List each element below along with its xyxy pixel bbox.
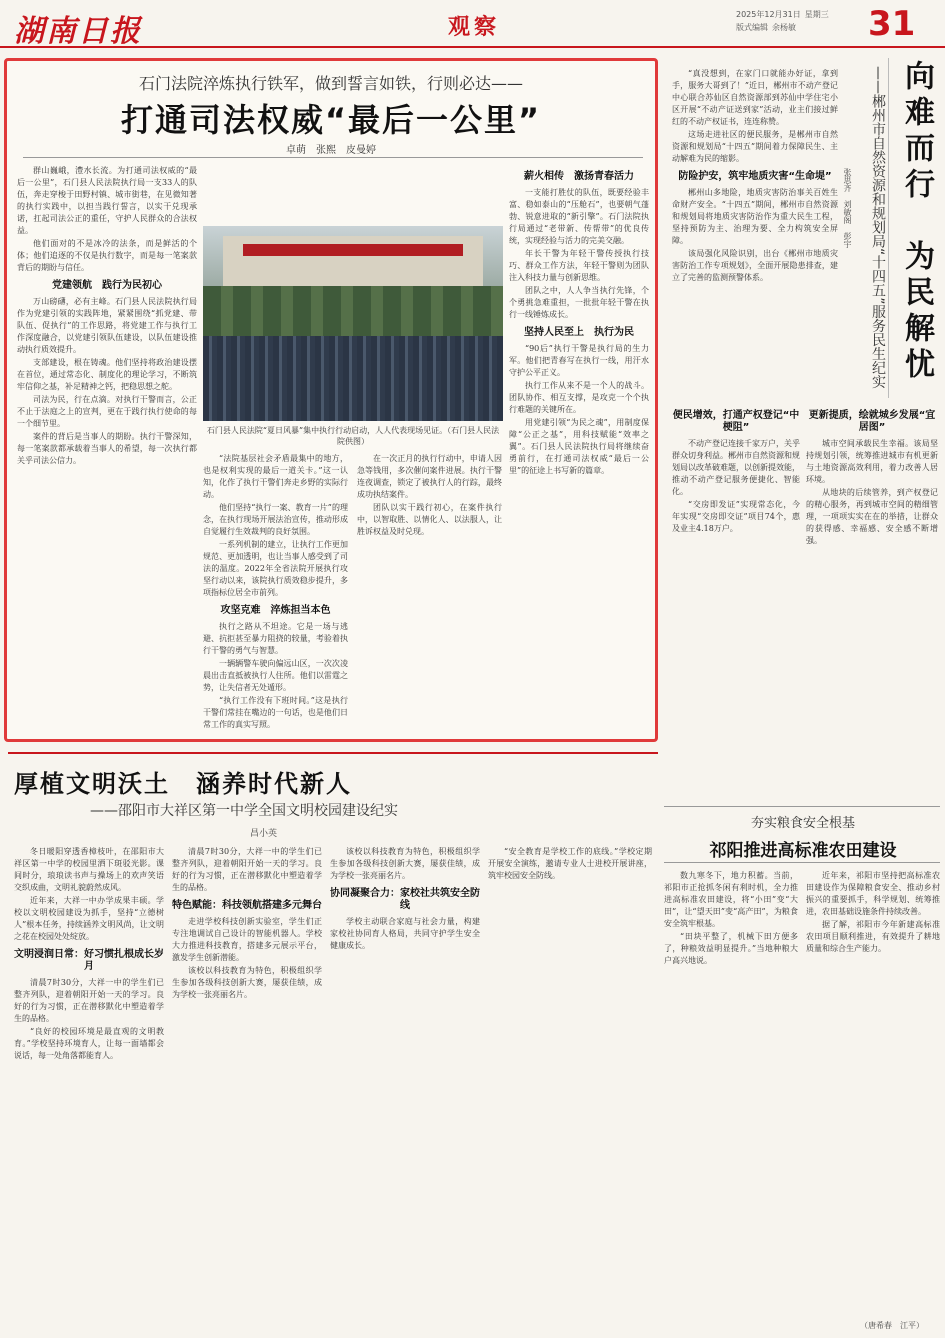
- feature-column-1: [672, 68, 838, 398]
- paragraph: “真没想到，在家门口就能办好证，拿到手，服务大哥到了！”近日，郴州市不动产登记中心联合苏仙区自然资源部到苏仙中学住宅小区开展“不动产证送到家”活动，业主们接过鲜红的不动产权证书，连连称赞。: [672, 69, 838, 126]
- paragraph: 一支能打胜仗的队伍，既要经验丰富、稳如泰山的“压舱石”，也要朝气蓬勃、锐意进取的“新引擎”。石门法院执行局通过“老带新、传帮带”的优良传统，实现经验与活力的完美交融。: [509, 188, 649, 245]
- paragraph: 他们坚持“执行一案、教育一片”的理念，在执行现场开展法治宣传，推动形成自觉履行生效裁判的良好氛围。: [203, 503, 348, 536]
- paragraph: 这场走进社区的便民服务，是郴州市自然资源和规划局“十四五”期间着力保障民生、主动解难为民的缩影。: [672, 130, 838, 163]
- feature-authors: 张思齐 刘敏阁 彭宇: [843, 168, 852, 248]
- issue-date: 2025年12月31日: [736, 10, 801, 19]
- lead-column-1: [17, 165, 197, 735]
- paragraph: 清晨7时30分，大祥一中的学生们已整齐列队，迎着朝阳开始一天的学习。良好的行为习惯，正在潜移默化中塑造着学生的品格。: [172, 847, 322, 892]
- lead-article[interactable]: [4, 58, 658, 742]
- paragraph: 团队之中，人人争当执行先锋，个个勇挑急难重担，一批批年轻干警在执行一线锤炼成长。: [509, 286, 649, 319]
- sidebar-kicker: 夯实粮食安全根基: [750, 816, 855, 831]
- paragraph: 支部建设，根在铸魂。他们坚持将政治建设摆在首位，通过常态化、制度化的理论学习，不断筑牢信仰之基，补足精神之钙，把稳思想之舵。: [17, 358, 197, 391]
- lead-byline: 卓萌 张熙 皮曼婷: [286, 145, 376, 156]
- lower-column-4: [488, 846, 652, 1326]
- paragraph: 该局强化风险识别，出台《郴州市地质灾害防治工作专项规划》，全面开展隐患排查，建立了完善的监测预警体系。: [672, 249, 838, 282]
- lead-subhead-4: 坚持人民至上 执行为民: [524, 327, 634, 338]
- lower-column-1: [14, 846, 164, 1326]
- paragraph: 一系列机制的建立，让执行工作更加规范、更加透明，也让当事人感受到了司法的温度。2022年全省法院开展执行攻坚行动以来，该院执行质效稳步提升，多项指标位居全市前列。: [203, 540, 348, 597]
- page-number: 31: [868, 4, 916, 44]
- masthead: [0, 0, 945, 48]
- editor-name: 余杨敏: [772, 23, 796, 32]
- paragraph: 执行之路从不坦途。它是一场与逃避、抗拒甚至暴力阻挠的较量，考验着执行干警的勇气与智慧。: [203, 622, 348, 655]
- paragraph: 一辆辆警车驶向偏远山区，一次次凌晨出击直抵被执行人住所。他们以雷霆之势，让失信者无处遁形。: [203, 659, 348, 692]
- paragraph: 郴州山多地险，地质灾害防治事关百姓生命财产安全。“十四五”期间，郴州市自然资源和规划局将地质灾害防治作为重大民生工程，坚持预防为主、治理为要、全力构筑安全屏障。: [672, 188, 838, 245]
- paragraph: 用党建引领“为民之魂”，用制度保障“公正之基”，用科技赋能“效率之翼”。石门县人民法院执行局将继续奋勇前行，在打通司法权威“最后一公里”的征途上书写新的篇章。: [509, 418, 649, 475]
- paragraph: 团队以实干践行初心，在案件执行中，以智取胜、以情化人、以法服人，让胜诉权益及时兑现。: [357, 503, 502, 536]
- lead-divider: [23, 157, 643, 158]
- lower-byline: 昌小英: [250, 829, 278, 839]
- paragraph: 他们面对的不是冰冷的法条，而是鲜活的个体；他们追逐的不仅是执行数字，而是每一笔案款背后的期盼与信任。: [17, 239, 197, 272]
- lead-kicker: 石门法院淬炼执行铁军，做到誓言如铁，行则必达——: [138, 74, 523, 93]
- lead-subhead-1: 党建领航 践行为民初心: [52, 280, 162, 291]
- feature-title: 向难而行 为民解忧: [899, 60, 934, 384]
- lead-subhead-3: 薪火相传 激扬青春活力: [524, 171, 634, 182]
- paragraph: “安全教育是学校工作的底线。”学校定期开展安全演练，邀请专业人士进校开展讲座，筑牢校园安全防线。: [488, 847, 652, 880]
- lower-subhead-3: 协同凝聚合力：家校社共筑安全防线: [330, 888, 480, 911]
- feature-subhead-2: 便民增效，打通产权登记“中梗阻”: [672, 410, 800, 433]
- sidebar-column-1: [664, 870, 798, 1320]
- lead-column-2: [203, 453, 348, 738]
- feature-divider: [888, 58, 889, 398]
- lower-column-3: [330, 846, 480, 1326]
- lower-subhead-2: 特色赋能：科技领航搭建多元舞台: [172, 900, 322, 911]
- paragraph: 在一次正月的执行行动中，申请人因急等钱用，多次催问案件进展。执行干警连夜调查，锁定了被执行人的行踪，最终成功执结案件。: [357, 454, 502, 499]
- paragraph: 近年来，大祥一中办学成果丰硕。学校以文明校园建设为抓手，坚持“立德树人”根本任务，持续涵养文明风尚，让文明之花在校园处处绽放。: [14, 896, 164, 941]
- feature-column-3: [806, 404, 938, 800]
- paragraph: “90后”执行干警是执行局的生力军。他们把青春写在执行一线，用汗水守护公平正义。: [509, 344, 649, 377]
- sidebar-column-2: [806, 870, 940, 1320]
- lead-column-3: [357, 453, 502, 738]
- editor-label: 版式编辑: [736, 23, 768, 32]
- paragraph: 据了解，祁阳市今年新建高标准农田项目顺利推进，有效提升了耕地质量和综合生产能力。: [806, 920, 940, 953]
- sidebar-divider-top: [664, 806, 940, 807]
- paragraph: 学校主动联合家庭与社会力量，构建家校社协同育人格局，共同守护学生安全健康成长。: [330, 917, 480, 950]
- paragraph: 群山巍峨，澧水长流。为打通司法权威的“最后一公里”，石门县人民法院执行局一支33人的队伍，奔走穿梭于田野村镇、城市街巷，在见微知著的执行实践中，以担当践行誓言，以实干兑现承诺，扛起司法公正的重任，守护人民群众的合法权益。: [17, 166, 197, 235]
- paragraph: 该校以科技教育为特色，积极组织学生参加各级科技创新大赛，屡获佳绩，成为学校一张亮丽名片。: [172, 966, 322, 999]
- sidebar-divider-bottom: [664, 862, 940, 863]
- paragraph: “田块平整了，机械下田方便多了，种粮效益明显提升。”当地种粮大户高兴地说。: [664, 932, 798, 965]
- paragraph: 近年来，祁阳市坚持把高标准农田建设作为保障粮食安全、推动乡村振兴的重要抓手，科学规划、统筹推进，农田基础设施条件持续改善。: [806, 871, 940, 916]
- lower-divider: [8, 752, 658, 754]
- lead-photo[interactable]: [203, 226, 503, 421]
- paragraph: 清晨7时30分，大祥一中的学生们已整齐列队，迎着朝阳开始一天的学习。良好的行为习惯，正在潜移默化中塑造着学生的品格。: [14, 978, 164, 1023]
- paragraph: 执行工作从来不是一个人的战斗。团队协作、相互支撑，是攻克一个个执行难题的关键所在。: [509, 381, 649, 414]
- paragraph: 冬日暖阳穿透香樟枝叶，在邵阳市大祥区第一中学的校园里洒下斑驳光影。课间时分，琅琅读书声与操场上的欢声笑语交织成曲，文明礼貌蔚然成风。: [14, 847, 164, 892]
- lower-title: 厚植文明沃土 涵养时代新人: [14, 770, 352, 798]
- paragraph: 从地块的后续管养，到产权登记的精心服务，再到城市空间的精细管理，一项项实实在在的举措，让群众的获得感、幸福感、安全感不断增强。: [806, 488, 938, 545]
- newspaper-logo: 湖南日报: [14, 14, 142, 49]
- paragraph: “交房即发证”实现常态化，今年实现“交房即交证”项目74个，惠及业主4.18万户。: [672, 500, 800, 533]
- feature-subhead-1: 防险护安，筑牢地质灾害“生命堤”: [678, 171, 832, 182]
- paragraph: 数九寒冬下，地力积蓄。当前，祁阳市正抢抓冬闲有利时机，全力推进高标准农田建设，将“小田”变“大田”，让“望天田”变“高产田”，为粮食安全筑牢根基。: [664, 871, 798, 928]
- feature-subhead-3: 更新提质，绘就城乡发展“宜居图”: [808, 410, 936, 433]
- photo-caption: 石门县人民法院“夏日风暴”集中执行行动启动，人人代表现场见证。（石门县人民法院供图）: [206, 426, 500, 446]
- section-name: 观察: [448, 15, 501, 40]
- lead-title: 打通司法权威“最后一公里”: [120, 101, 542, 139]
- paragraph: “良好的校园环境是最直观的文明教育。”学校坚持环境育人，让每一面墙都会说话，每一处角落都能育人。: [14, 1027, 164, 1060]
- sidebar-byline: （唐希春 江平）: [860, 1321, 924, 1330]
- photo-trees: [203, 286, 503, 336]
- sidebar-title: 祁阳推进高标准农田建设: [709, 841, 897, 861]
- paragraph: 案件的背后是当事人的期盼。执行干警深知，每一笔案款都承载着当事人的希望，每一次执行都关乎司法公信力。: [17, 432, 197, 465]
- date-block: [736, 8, 858, 34]
- issue-weekday: 星期三: [804, 10, 829, 19]
- paragraph: 万山磅礴，必有主峰。石门县人民法院执行局作为党建引领的实践阵地，紧紧围绕“抓党建、带队伍、促执行”的工作思路，将党建工作与执行工作深度融合，以党建引领队伍建设，以队伍建设推动执行质效提升。: [17, 297, 197, 354]
- paragraph: 年长干警为年轻干警传授执行技巧、群众工作方法，年轻干警则为团队注入科技力量与创新思维。: [509, 249, 649, 282]
- paragraph: 走进学校科技创新实验室，学生们正专注地调试自己设计的智能机器人。学校大力推进科技教育，搭建多元展示平台，激发学生创新潜能。: [172, 917, 322, 962]
- photo-banner: [243, 244, 463, 256]
- lower-subtitle: ——邵阳市大祥区第一中学全国文明校园建设纪实: [90, 803, 398, 819]
- feature-subtitle: ——郴州市自然资源和规划局“十四五”服务民生纪实: [870, 66, 886, 389]
- lead-column-4: [509, 165, 649, 735]
- lower-subhead-1: 文明浸润日常：好习惯扎根成长岁月: [14, 949, 164, 972]
- paragraph: 不动产登记连接千家万户，关乎群众切身利益。郴州市自然资源和规划局以改革破难题，以创新提效能，推动不动产登记服务便捷化、智能化。: [672, 439, 800, 496]
- paragraph: 城市空间承载民生幸福。该局坚持规划引领，统筹推进城市有机更新与土地资源高效利用，着力改善人居环境。: [806, 439, 938, 484]
- paragraph: “执行工作没有下班时间。”这是执行干警们常挂在嘴边的一句话，也是他们日常工作的真实写照。: [203, 696, 348, 729]
- paragraph: 该校以科技教育为特色，积极组织学生参加各级科技创新大赛，屡获佳绩，成为学校一张亮丽名片。: [330, 847, 480, 880]
- feature-column-2: [672, 404, 800, 800]
- lower-column-2: [172, 846, 322, 1326]
- lead-subhead-2: 攻坚克难 淬炼担当本色: [220, 605, 331, 616]
- photo-crowd: [203, 336, 503, 421]
- paragraph: 司法为民，行在点滴。对执行干警而言，公正不止于法庭之上的宣判，更在于践行执行使命的每一个细节里。: [17, 395, 197, 428]
- paragraph: “法院基层社会矛盾最集中的地方，也是权利实现的最后一道关卡。”这一认知，化作了执行干警们奔走乡野的实际行动。: [203, 454, 348, 499]
